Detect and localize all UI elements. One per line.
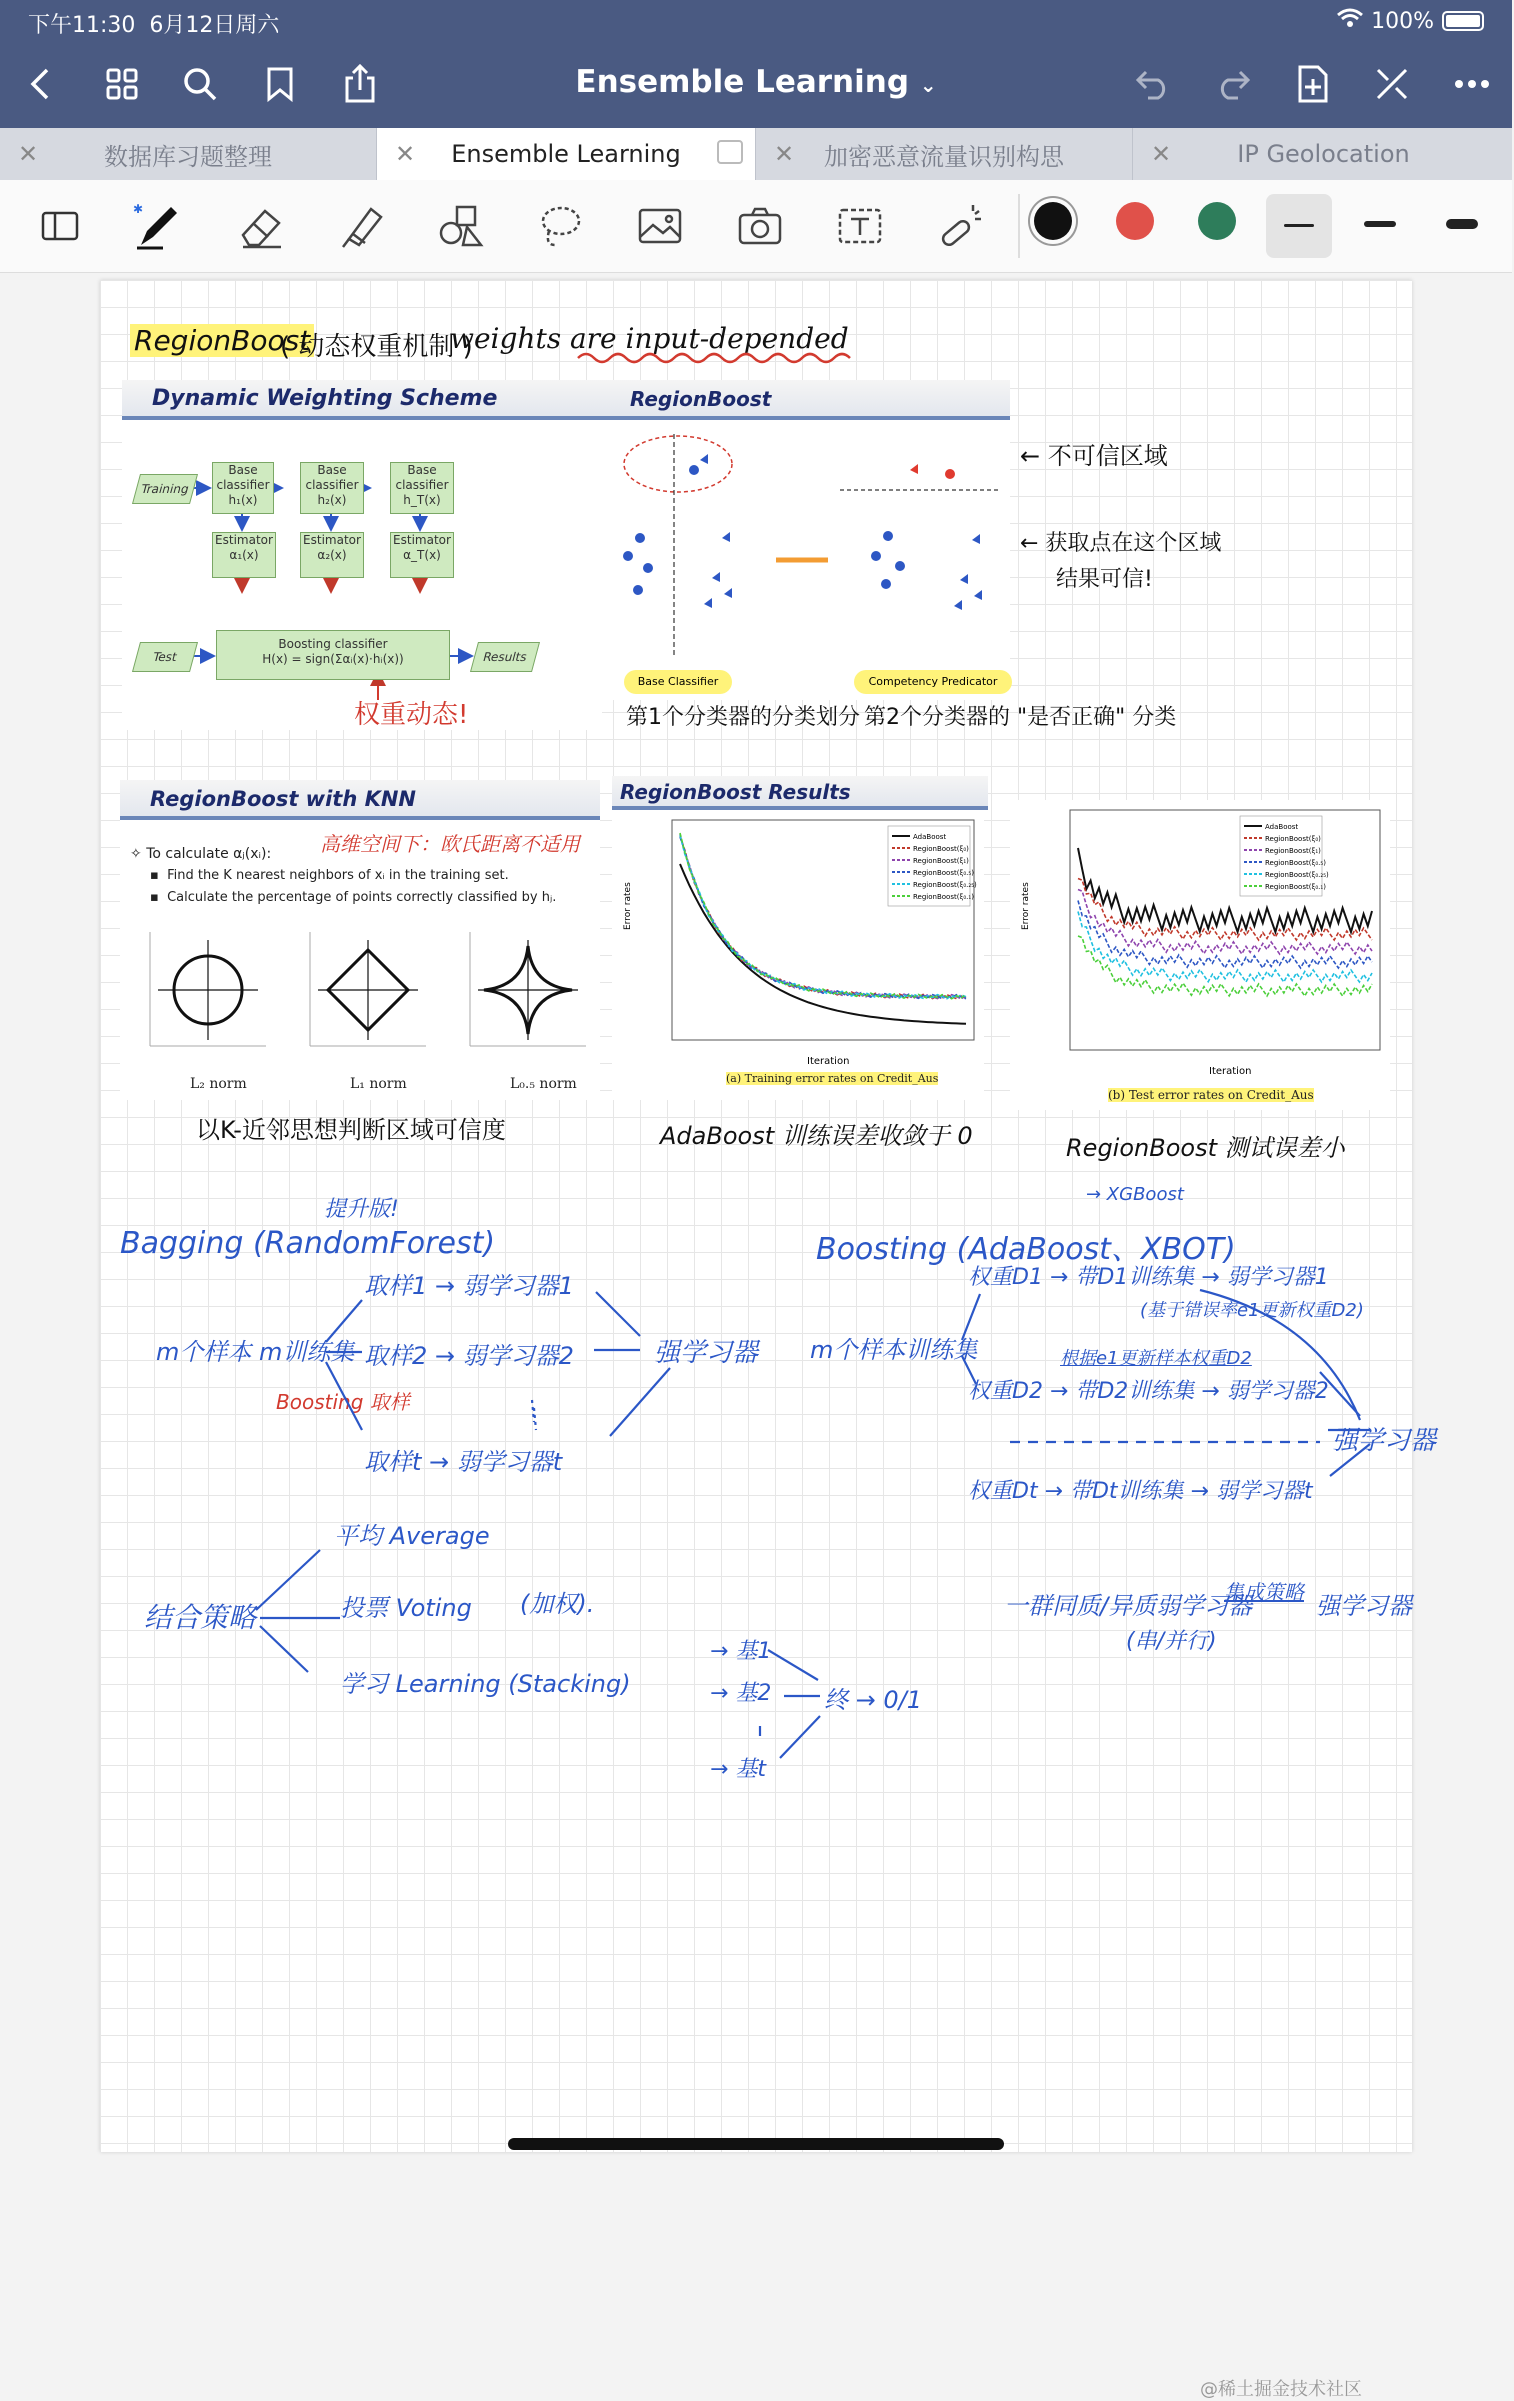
- note-boost-d1: 权重D1 → 带D1训练集 → 弱学习器1: [968, 1265, 1329, 1290]
- bagging-arrows: [100, 1240, 720, 1500]
- tab-malicious-traffic[interactable]: ✕ 加密恶意流量识别构思: [756, 128, 1133, 180]
- stroke-thin-selected[interactable]: [1266, 194, 1332, 258]
- text-tool-icon[interactable]: [828, 194, 892, 258]
- note-boost-dt: 权重Dt → 带Dt训练集 → 弱学习器t: [968, 1479, 1313, 1504]
- heading-regionboost: RegionBoost: [130, 324, 314, 357]
- note-bag-sample-t: 取样t → 弱学习器t: [364, 1448, 563, 1476]
- stacking-arrows: [740, 1640, 860, 1770]
- training-box: Training: [132, 474, 198, 504]
- note-boosting-sample: Boosting 取样: [276, 1390, 410, 1414]
- laser-pointer-icon[interactable]: [928, 194, 992, 258]
- chart-series-line: [1078, 879, 1372, 941]
- legend-entry: AdaBoost: [1265, 823, 1299, 831]
- note-base-2: → 基2: [710, 1681, 772, 1706]
- note-boosting: Boosting (AdaBoost、XBOT): [816, 1232, 1236, 1267]
- chart-training-error: [612, 810, 984, 1100]
- notebook-page[interactable]: [100, 280, 1437, 2400]
- sidebar-toggle-icon[interactable]: [28, 194, 92, 258]
- home-indicator[interactable]: [508, 2138, 1004, 2150]
- estimator-t: Estimator α_T(x): [390, 532, 454, 578]
- camera-tool-icon[interactable]: [728, 194, 792, 258]
- highlighter-tool-icon[interactable]: [330, 194, 394, 258]
- note-bagging: Bagging (RandomForest): [120, 1226, 496, 1261]
- lasso-tool-icon[interactable]: [528, 194, 592, 258]
- boosting-arrows: [900, 1260, 1400, 1500]
- chart-test-error: [1010, 800, 1390, 1110]
- slide-title: Dynamic Weighting Scheme: [122, 380, 602, 420]
- note-boost-strong: 强学习器: [1332, 1426, 1437, 1456]
- legend-entry: RegionBoost(ξ₀.₂₅): [1265, 871, 1329, 879]
- note-trusted: 结果可信!: [1056, 567, 1153, 592]
- color-swatch-green[interactable]: [1198, 202, 1236, 240]
- note-regionboost-small: RegionBoost 测试误差小: [1066, 1134, 1345, 1162]
- competency-predicator-label: Competency Predicator: [854, 670, 1012, 694]
- note-boost-update: 根据e1更新样本权重D2: [1060, 1348, 1252, 1369]
- caption-test: (b) Test error rates on Credit_Aus: [1108, 1088, 1314, 1102]
- note-boost-d2: 权重D2 → 带D2训练集 → 弱学习器2: [968, 1379, 1329, 1404]
- strategy-branches: [240, 1530, 360, 1690]
- pen-settings-icon[interactable]: [1366, 58, 1418, 110]
- legend-entry: RegionBoost(ξ₀.₅): [913, 869, 974, 877]
- base-classifier-t: Base classifier h_T(x): [390, 462, 454, 514]
- close-icon[interactable]: ✕: [774, 140, 795, 168]
- image-tool-icon[interactable]: [628, 194, 692, 258]
- close-icon[interactable]: ✕: [395, 140, 416, 168]
- legend-entry: RegionBoost(ξ₀.₁): [913, 893, 974, 901]
- legend-entry: AdaBoost: [913, 833, 947, 841]
- note-base-1: → 基1: [710, 1639, 772, 1664]
- results-box: Results: [470, 642, 540, 672]
- svg-text:✱: ✱: [133, 202, 144, 216]
- chart-series-line: [1078, 848, 1372, 932]
- slide-title: RegionBoost with KNN: [120, 780, 600, 820]
- x-axis-label: Iteration: [807, 1056, 850, 1067]
- pen-tool-icon[interactable]: [126, 194, 190, 258]
- note-untrusted-region: ← 不可信区域: [1020, 442, 1168, 470]
- status-right: [1337, 8, 1484, 34]
- slide-regionboost-knn: [120, 780, 600, 1100]
- tab-ensemble-learning[interactable]: ✕ Ensemble Learning: [377, 128, 756, 180]
- color-swatch-black[interactable]: [1034, 202, 1072, 240]
- regionboost-diagram: [600, 420, 1010, 700]
- heading-cn: ( 动态权重机制 ): [280, 332, 473, 362]
- eraser-tool-icon[interactable]: [230, 194, 294, 258]
- note-first-classifier: 第1个分类器的分类划分: [626, 705, 860, 730]
- slide-results-title: [612, 776, 988, 810]
- note-ensemble-strategy: 集成策略: [1224, 1580, 1304, 1604]
- note-combine-strategy: 结合策略: [144, 1601, 257, 1634]
- note-serial-parallel: (串/并行): [1126, 1629, 1217, 1654]
- legend-entry: RegionBoost(ξ₀.₂₅): [913, 881, 977, 889]
- note-boost-source: m个样本训练集: [810, 1336, 978, 1364]
- caption-training: (a) Training error rates on Credit_Aus: [726, 1072, 939, 1085]
- base-classifier-2: Base classifier h₂(x): [300, 462, 364, 514]
- nav-row: [0, 58, 1512, 110]
- note-bag-sample-1: 取样1 → 弱学习器1: [364, 1272, 574, 1300]
- estimator-2: Estimator α₂(x): [300, 532, 364, 578]
- test-error-chart: [1010, 800, 1390, 1110]
- bullet-percentage: ▪ Calculate the percentage of points correctly classified by hⱼ.: [150, 890, 557, 905]
- x-axis-label: Iteration: [1209, 1066, 1252, 1077]
- note-upgrade: 提升版!: [324, 1197, 399, 1222]
- battery-icon: [1442, 11, 1484, 31]
- battery-percent: 100%: [1371, 8, 1434, 34]
- slide-dynamic-weighting: [122, 380, 602, 730]
- close-icon[interactable]: ✕: [18, 140, 39, 168]
- heading-en: weights are input-depended: [450, 322, 849, 355]
- l05-norm-label: L₀.₅ norm: [510, 1076, 577, 1092]
- note-base-t: → 基t: [710, 1757, 767, 1782]
- status-bar: [28, 8, 1484, 36]
- norm-plots: [120, 920, 600, 1070]
- add-page-icon[interactable]: [1287, 58, 1339, 110]
- training-error-chart: [612, 810, 984, 1100]
- chart-series-line: [1078, 936, 1372, 996]
- stroke-medium[interactable]: [1364, 221, 1396, 227]
- estimator-1: Estimator α₁(x): [212, 532, 276, 578]
- status-time: 下午11:30 6月12日周六: [28, 13, 280, 38]
- note-second-classifier: 第2个分类器的 "是否正确" 分类: [864, 705, 1177, 730]
- undo-icon[interactable]: [1127, 58, 1179, 110]
- color-swatch-red[interactable]: [1116, 202, 1154, 240]
- l2-norm-label: L₂ norm: [190, 1076, 247, 1092]
- legend-entry: RegionBoost(ξ₁): [913, 857, 969, 865]
- legend-entry: RegionBoost(ξ₀): [1265, 835, 1321, 843]
- legend-entry: RegionBoost(ξ₀.₅): [1265, 859, 1326, 867]
- note-final: 终 → 0/1: [824, 1686, 922, 1714]
- note-boost-error: (基于错误率e1更新权重D2): [1140, 1300, 1364, 1321]
- tab-ip-geolocation[interactable]: ✕ IP Geolocation: [1151, 140, 1410, 168]
- note-bag-sample-2: 取样2 → 弱学习器2: [364, 1342, 574, 1370]
- legend-entry: RegionBoost(ξ₀.₁): [1265, 883, 1326, 891]
- note-high-dim: 高维空间下：欧氏距离不适用: [320, 832, 580, 856]
- note-weighted: (加权).: [520, 1590, 595, 1618]
- document-tabs: [0, 128, 1512, 180]
- y-axis-label: Error rates: [1021, 882, 1031, 930]
- note-knn-region: 以K-近邻思想判断区域可信度: [196, 1116, 506, 1144]
- slide-title: RegionBoost: [600, 380, 1010, 420]
- note-point-region: ← 获取点在这个区域: [1020, 531, 1222, 556]
- document-title[interactable]: Ensemble Learning ⌄: [575, 64, 937, 100]
- toolbar-divider: [1018, 194, 1020, 258]
- test-box: Test: [132, 642, 198, 672]
- calc-text: ✧ To calculate αⱼ(xᵢ):: [130, 846, 272, 862]
- slide-title: RegionBoost Results: [612, 776, 988, 810]
- boosting-classifier-box: Boosting classifier H(x) = sign(Σαᵢ(x)·hᵢ(x)): [216, 630, 450, 680]
- close-icon[interactable]: ✕: [1151, 140, 1172, 168]
- note-bag-strong: 强学习器: [654, 1338, 759, 1368]
- wifi-icon: [1337, 8, 1363, 34]
- note-strong-learner: 强学习器: [1316, 1592, 1412, 1620]
- watermark: @稀土掘金技术社区: [1200, 2379, 1362, 2400]
- base-classifier-1: Base classifier h₁(x): [212, 462, 274, 514]
- bullet-knn: ▪ Find the K nearest neighbors of xᵢ in the training set.: [150, 868, 509, 883]
- drawing-toolbar: [0, 180, 1512, 273]
- tab-db-exercises[interactable]: ✕ 数据库习题整理: [0, 128, 377, 180]
- note-voting: 投票 Voting: [340, 1594, 472, 1622]
- note-dynamic-weights: 权重动态!: [354, 700, 469, 730]
- note-learning: 学习 Learning (Stacking): [340, 1670, 631, 1698]
- legend-entry: RegionBoost(ξ₀): [913, 845, 969, 853]
- note-average: 平均 Average: [334, 1522, 490, 1550]
- note-weak-learners: 一群同质/异质弱学习器: [1004, 1592, 1253, 1620]
- stroke-thick[interactable]: [1446, 219, 1478, 229]
- redo-icon[interactable]: [1207, 58, 1259, 110]
- top-bar: [0, 0, 1512, 136]
- note-xgboost: → XGBoost: [1086, 1184, 1184, 1205]
- shapes-tool-icon[interactable]: [430, 194, 494, 258]
- more-icon[interactable]: [1446, 58, 1498, 110]
- note-bag-source: m个样本 m训练集: [156, 1338, 355, 1366]
- l1-norm-label: L₁ norm: [350, 1076, 407, 1092]
- red-underline: [578, 350, 858, 364]
- note-adaboost-converge: AdaBoost 训练误差收敛于 0: [660, 1122, 973, 1150]
- split-view-icon[interactable]: [717, 140, 743, 164]
- base-classifier-label: Base Classifier: [624, 670, 732, 694]
- slide-regionboost: [600, 380, 1010, 700]
- legend-entry: RegionBoost(ξ₁): [1265, 847, 1321, 855]
- chevron-down-icon: ⌄: [919, 73, 937, 97]
- y-axis-label: Error rates: [623, 882, 633, 930]
